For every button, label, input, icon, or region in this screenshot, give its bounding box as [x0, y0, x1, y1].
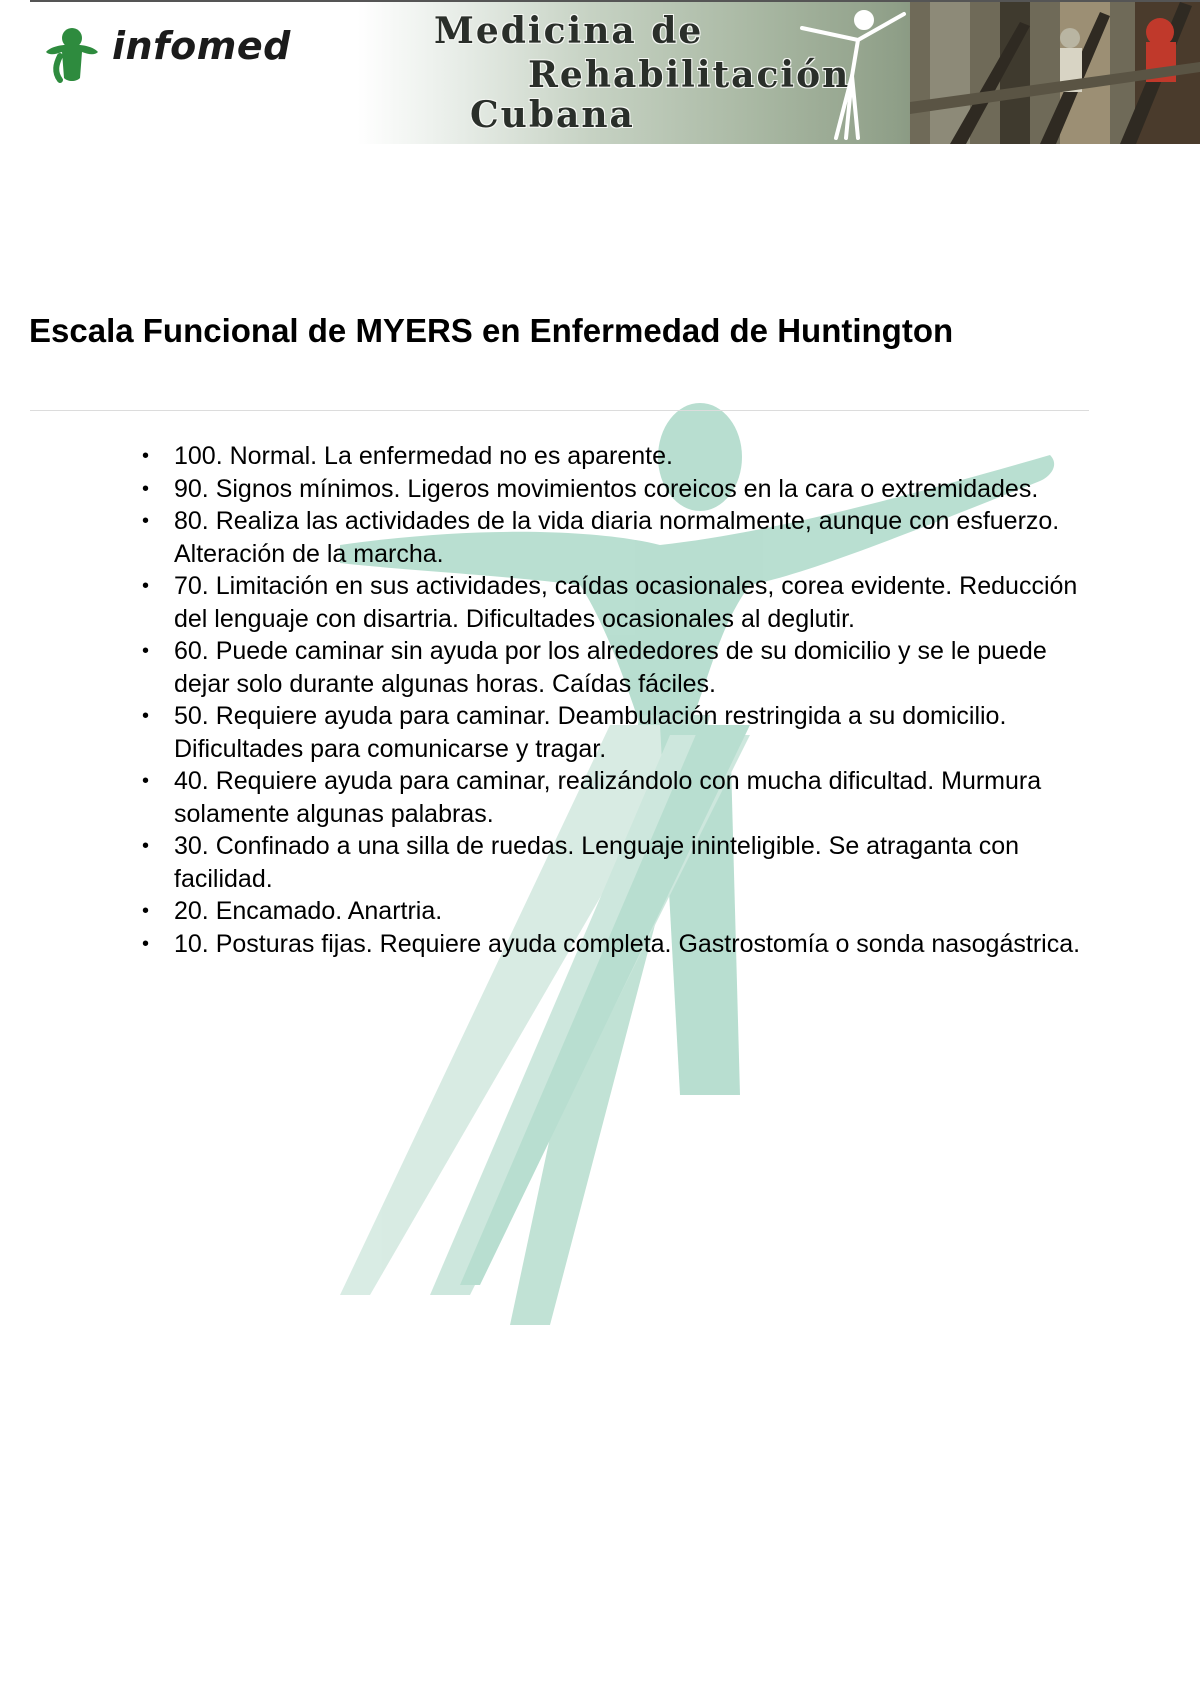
- list-item-text: 50. Requiere ayuda para caminar. Deambulación restringida a su domicilio. Dificultades para comunicarse y tragar.: [174, 702, 1007, 763]
- list-item-text: 80. Realiza las actividades de la vida diaria normalmente, aunque con esfuerzo. Alteración de la marcha.: [174, 507, 1060, 568]
- list-item-text: 90. Signos mínimos. Ligeros movimientos coreicos en la cara o extremidades.: [174, 474, 1039, 503]
- page-title: Escala Funcional de MYERS en Enfermedad de Huntington: [29, 312, 954, 349]
- list-item: [142, 700, 1104, 765]
- list-item-text: 100. Normal. La enfermedad no es aparente.: [174, 442, 673, 470]
- list-item-text: 70. Limitación en sus actividades, caídas ocasionales, corea evidente. Reducción del lenguaje con disartria. Dificultades ocasionales al deglutir.: [174, 572, 1078, 633]
- list-item: [142, 473, 1104, 506]
- myers-scale-list: [142, 440, 1104, 960]
- bullet-icon: •: [142, 640, 150, 662]
- list-item: [142, 830, 1104, 895]
- bullet-icon: •: [142, 445, 150, 467]
- bullet-icon: •: [142, 510, 150, 532]
- list-item-text: 10. Posturas fijas. Requiere ayuda completa. Gastrostomía o sonda nasogástrica.: [174, 929, 1081, 958]
- list-item: [142, 440, 1104, 473]
- header-banner: [30, 2, 1200, 144]
- list-item-text: 40. Requiere ayuda para caminar, realizándolo con mucha dificultad. Murmura solamente algunas palabras.: [174, 767, 1042, 828]
- list-item-text: 30. Confinado a una silla de ruedas. Lenguaje ininteligible. Se atraganta con facilidad.: [174, 832, 1020, 893]
- rehabilitation-photo-icon: [910, 2, 1200, 144]
- list-item: [142, 765, 1104, 830]
- bullet-icon: •: [142, 770, 150, 792]
- banner-title-line-1: Medicina de: [434, 10, 704, 52]
- list-item-text: 20. Encamado. Anartria.: [174, 897, 443, 925]
- list-item: [142, 505, 1104, 570]
- bullet-icon: •: [142, 705, 150, 727]
- bullet-icon: •: [142, 900, 150, 922]
- bullet-icon: •: [142, 477, 150, 500]
- list-item: [142, 895, 1104, 928]
- infomed-logo-icon: [40, 22, 104, 86]
- bullet-icon: •: [142, 932, 150, 955]
- divider: [30, 410, 1089, 411]
- banner-title-line-2: Rehabilitación: [528, 54, 851, 96]
- bullet-icon: •: [142, 575, 150, 597]
- logo-text: infomed: [112, 24, 291, 68]
- list-item: [142, 928, 1104, 961]
- banner-title-line-3: Cubana: [470, 94, 635, 136]
- list-item-text: 60. Puede caminar sin ayuda por los alrededores de su domicilio y se le puede dejar solo durante algunas horas. Caídas fáciles.: [174, 637, 1047, 698]
- bullet-icon: •: [142, 835, 150, 857]
- list-item: [142, 635, 1104, 700]
- list-item: [142, 570, 1104, 635]
- stick-figure-icon: [792, 6, 912, 140]
